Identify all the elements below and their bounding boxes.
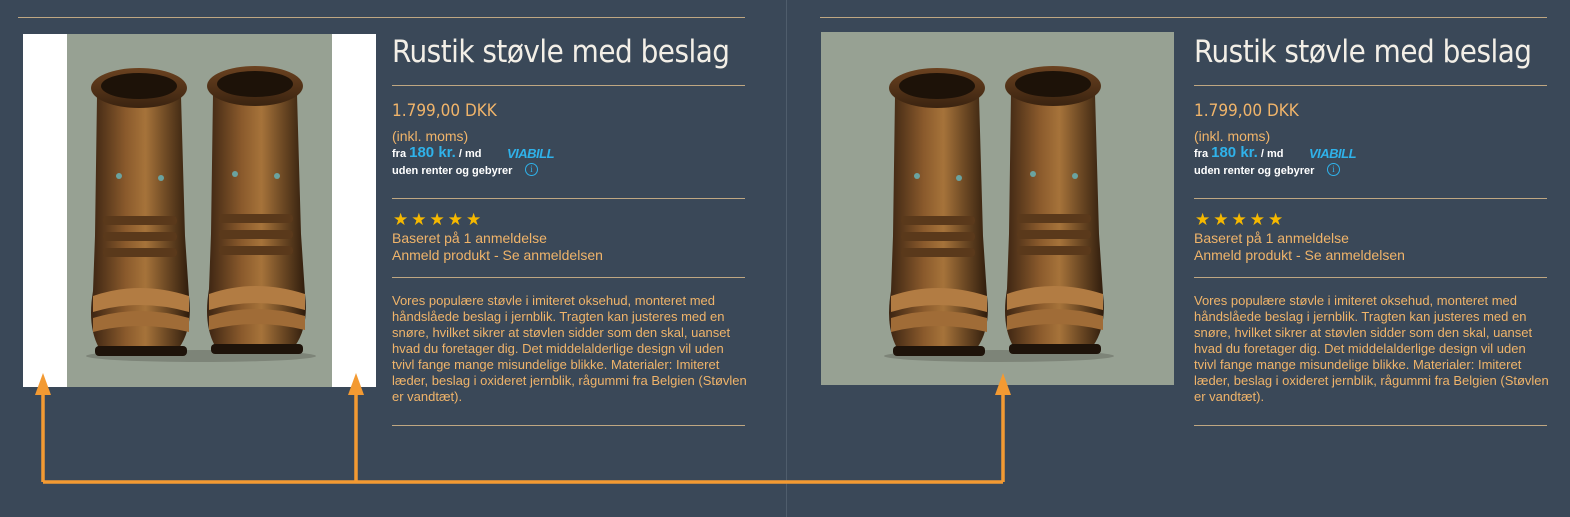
star-icon: ★ [447,210,463,229]
reviews-count: Baseret på 1 anmeldelse [1194,230,1349,246]
viabill-logo[interactable]: VIABILL [507,146,555,161]
financing-note: uden renter og gebyrer [392,165,513,177]
product-title: Rustik støvle med beslag [392,34,730,70]
star-icon: ★ [1195,210,1211,229]
info-icon[interactable]: i [1327,163,1340,176]
arrowhead-icon [995,373,1011,395]
star-icon: ★ [1213,210,1229,229]
product-title: Rustik støvle med beslag [1194,34,1532,70]
financing-line: fra 180 kr. / md [1194,144,1284,161]
star-icon: ★ [1231,210,1247,229]
star-icon: ★ [429,210,445,229]
vat-note: (inkl. moms) [1194,128,1271,144]
product-price: 1.799,00 DKK [392,101,497,121]
financing-note: uden renter og gebyrer [1194,165,1315,177]
star-icon: ★ [1249,210,1265,229]
arrowhead-icon [35,373,51,395]
financing-amount: 180 kr. [409,144,456,161]
financing-amount: 180 kr. [1211,144,1258,161]
star-icon: ★ [411,210,427,229]
star-icon: ★ [1268,210,1284,229]
product-price: 1.799,00 DKK [1194,101,1299,121]
arrowhead-icon [348,373,364,395]
financing-line: fra 180 kr. / md [392,144,482,161]
star-icon: ★ [466,210,482,229]
review-links[interactable]: Anmeld produkt - Se anmeldelsen [1194,247,1405,263]
reviews-count: Baseret på 1 anmeldelse [392,230,547,246]
product-description: Vores populære støvle i imiteret oksehud, monteret med håndslåede beslag i jernblik. Tragten kan justeres med en snøre, hvilket sikrer at støvlen sidder som den skal, uanset hvad du foretager dig. Det middelalderlige design vil uden tvivl fange mange misundelige blikke. Materialer: Imiteret læder, beslag i oxideret jernblik, rågummi fra Belgien (Støvlen er vandtæt). [392,293,747,404]
product-description: Vores populære støvle i imiteret oksehud, monteret med håndslåede beslag i jernblik. Tragten kan justeres med en snøre, hvilket sikrer at støvlen sidder som den skal, uanset hvad du foretager dig. Det middelalderlige design vil uden tvivl fange mange misundelige blikke. Materialer: Imiteret læder, beslag i oxideret jernblik, rågummi fra Belgien (Støvlen er vandtæt). [1194,293,1549,404]
vat-note: (inkl. moms) [392,128,469,144]
info-icon[interactable]: i [525,163,538,176]
review-links[interactable]: Anmeld produkt - Se anmeldelsen [392,247,603,263]
viabill-logo[interactable]: VIABILL [1309,146,1357,161]
star-icon: ★ [393,210,409,229]
